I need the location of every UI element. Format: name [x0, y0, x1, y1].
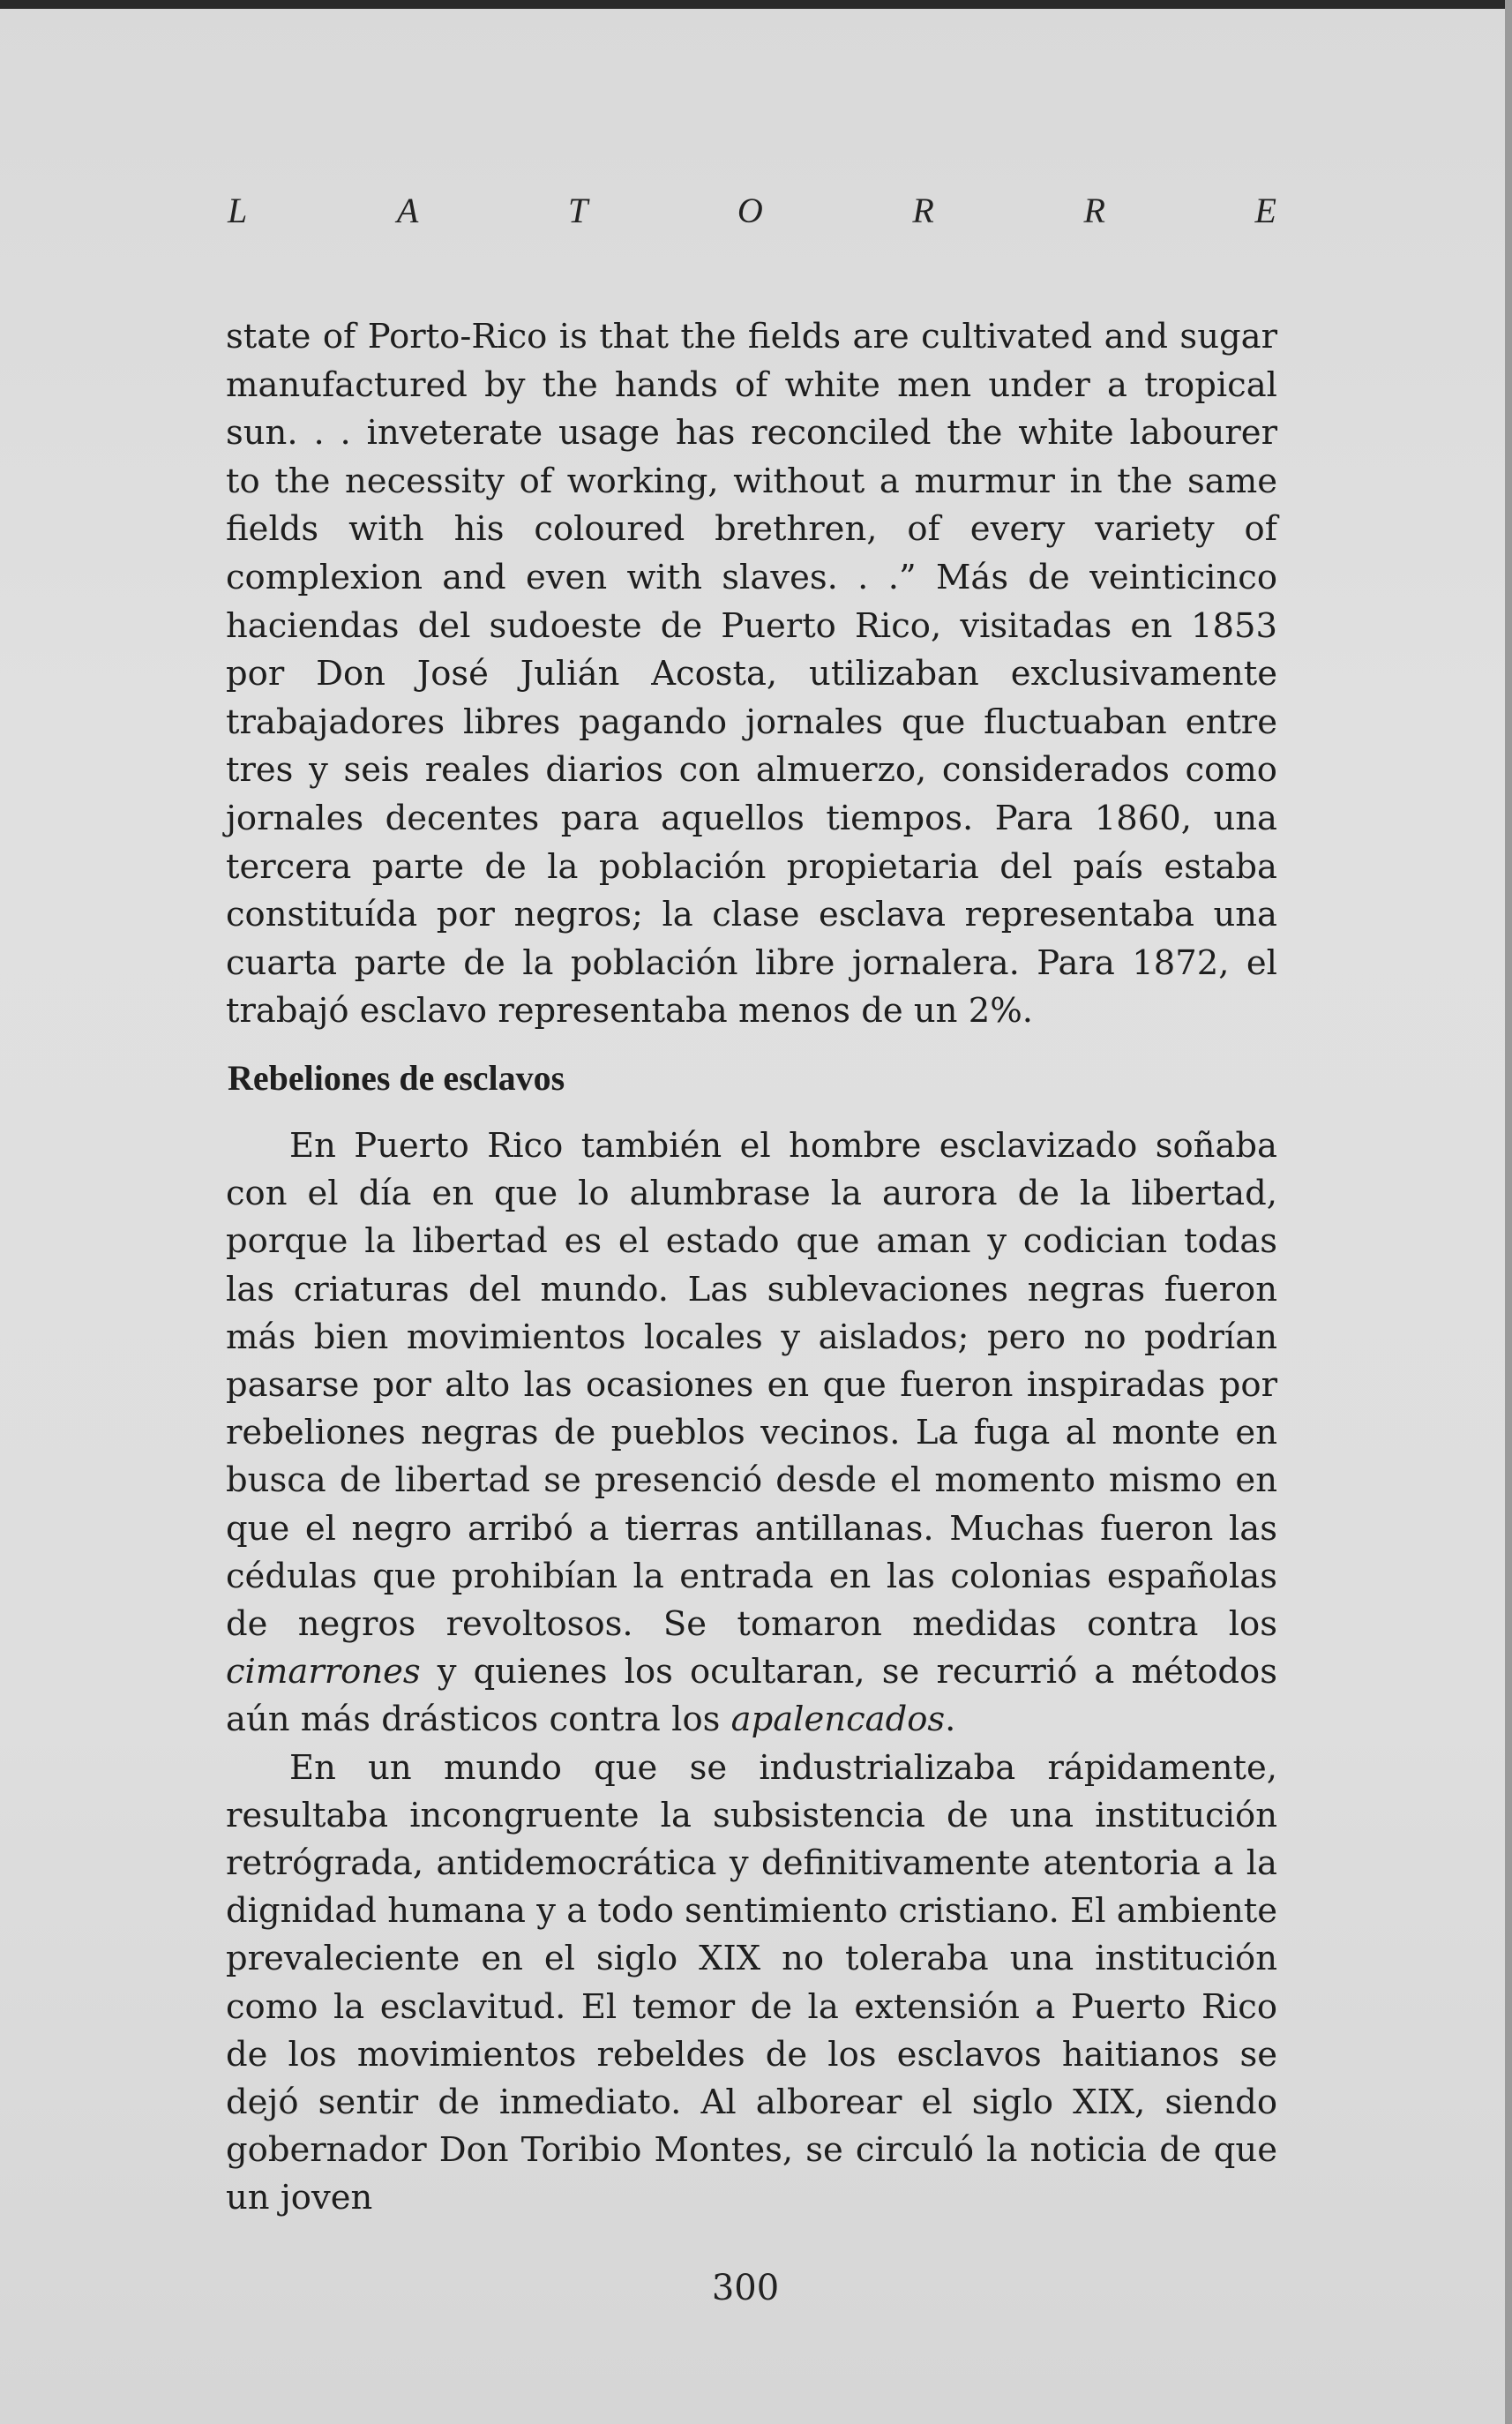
paragraph-2-text: . — [945, 1700, 956, 1740]
page-top-edge — [0, 0, 1512, 9]
running-head — [228, 190, 1277, 243]
running-head-letter: A — [396, 191, 420, 230]
section-heading: Rebeliones de esclavos — [228, 1058, 565, 1098]
body-text — [226, 313, 1277, 1036]
paragraph-1: state of Porto-Rico is that the fields are cultivated and sugar manufactured by the hands of white men under a tropical sun. . . inveterate usage has reconciled the white labourer to the necessity of working, without a murmur in the same fields with his coloured brethren, of every variety of complexion and even with slaves. . .” Más de veinticinco haciendas del sudoeste de Puerto Rico, visitadas en 1853 por Don José Julián Acosta, utilizaban exclusivamente trabajadores libres pagando jornales que fluctuaban entre tres y seis reales diarios con almuerzo, considerados como jornales decentes para aquellos tiempos. Para 1860, una tercera parte de la población propietaria del país estaba constituída por negros; la clase esclava representaba una cuarta parte de la población libre jornalera. Para 1872, el trabajó esclavo representaba menos de un 2%. — [226, 317, 1277, 1032]
running-head-letter: E — [1254, 191, 1277, 230]
italic-term-cimarrones: cimarrones — [226, 1652, 421, 1692]
paragraph-3: En un mundo que se industrializaba rápidamente, resultaba incongruente la subsistencia de una institución retrógrada, antidemocrática y definitivamente atentoria a la dignidad humana y a todo sentimiento cristiano. El ambiente prevaleciente en el siglo XIX no toleraba una institución como la esclavitud. El temor de la extensión a Puerto Rico de los movimientos rebeldes de los esclavos haitianos se dejó sentir de inmediato. Al alborear el siglo XIX, siendo gobernador Don Toribio Montes, se circuló la noticia de que un joven — [226, 1747, 1277, 2218]
running-head-letter: R — [1083, 191, 1106, 230]
section-text — [226, 1122, 1277, 2223]
italic-term-apalencados: apalencados — [730, 1700, 946, 1740]
running-head-letter: L — [228, 191, 249, 230]
page-right-edge — [1505, 0, 1512, 2424]
running-head-letter: R — [912, 191, 935, 230]
paragraph-2-text: y quienes los ocultaran, se recurrió a métodos aún más drásticos contra los — [226, 1652, 1277, 1740]
paragraph-2 — [226, 1122, 1277, 1745]
paragraph-2-text: En Puerto Rico también el hombre esclavizado soñaba con el día en que lo alumbrase la aurora de la libertad, porque la libertad es el estado que aman y codician todas las criaturas del mundo. Las sublevaciones negras fueron más bien movimientos locales y aislados; pero no podrían pasarse por alto las ocasiones en que fueron inspiradas por rebeliones negras de pueblos vecinos. La fuga al monte en busca de libertad se presenció desde el momento mismo en que el negro arribó a tierras antillanas. Muchas fueron las cédulas que prohibían la entrada en las colonias españolas de negros revoltosos. Se tomaron medidas contra los — [226, 1126, 1277, 1645]
page-number: 300 — [711, 2268, 780, 2308]
running-head-letter: O — [737, 191, 764, 230]
running-head-letter: T — [567, 191, 589, 230]
